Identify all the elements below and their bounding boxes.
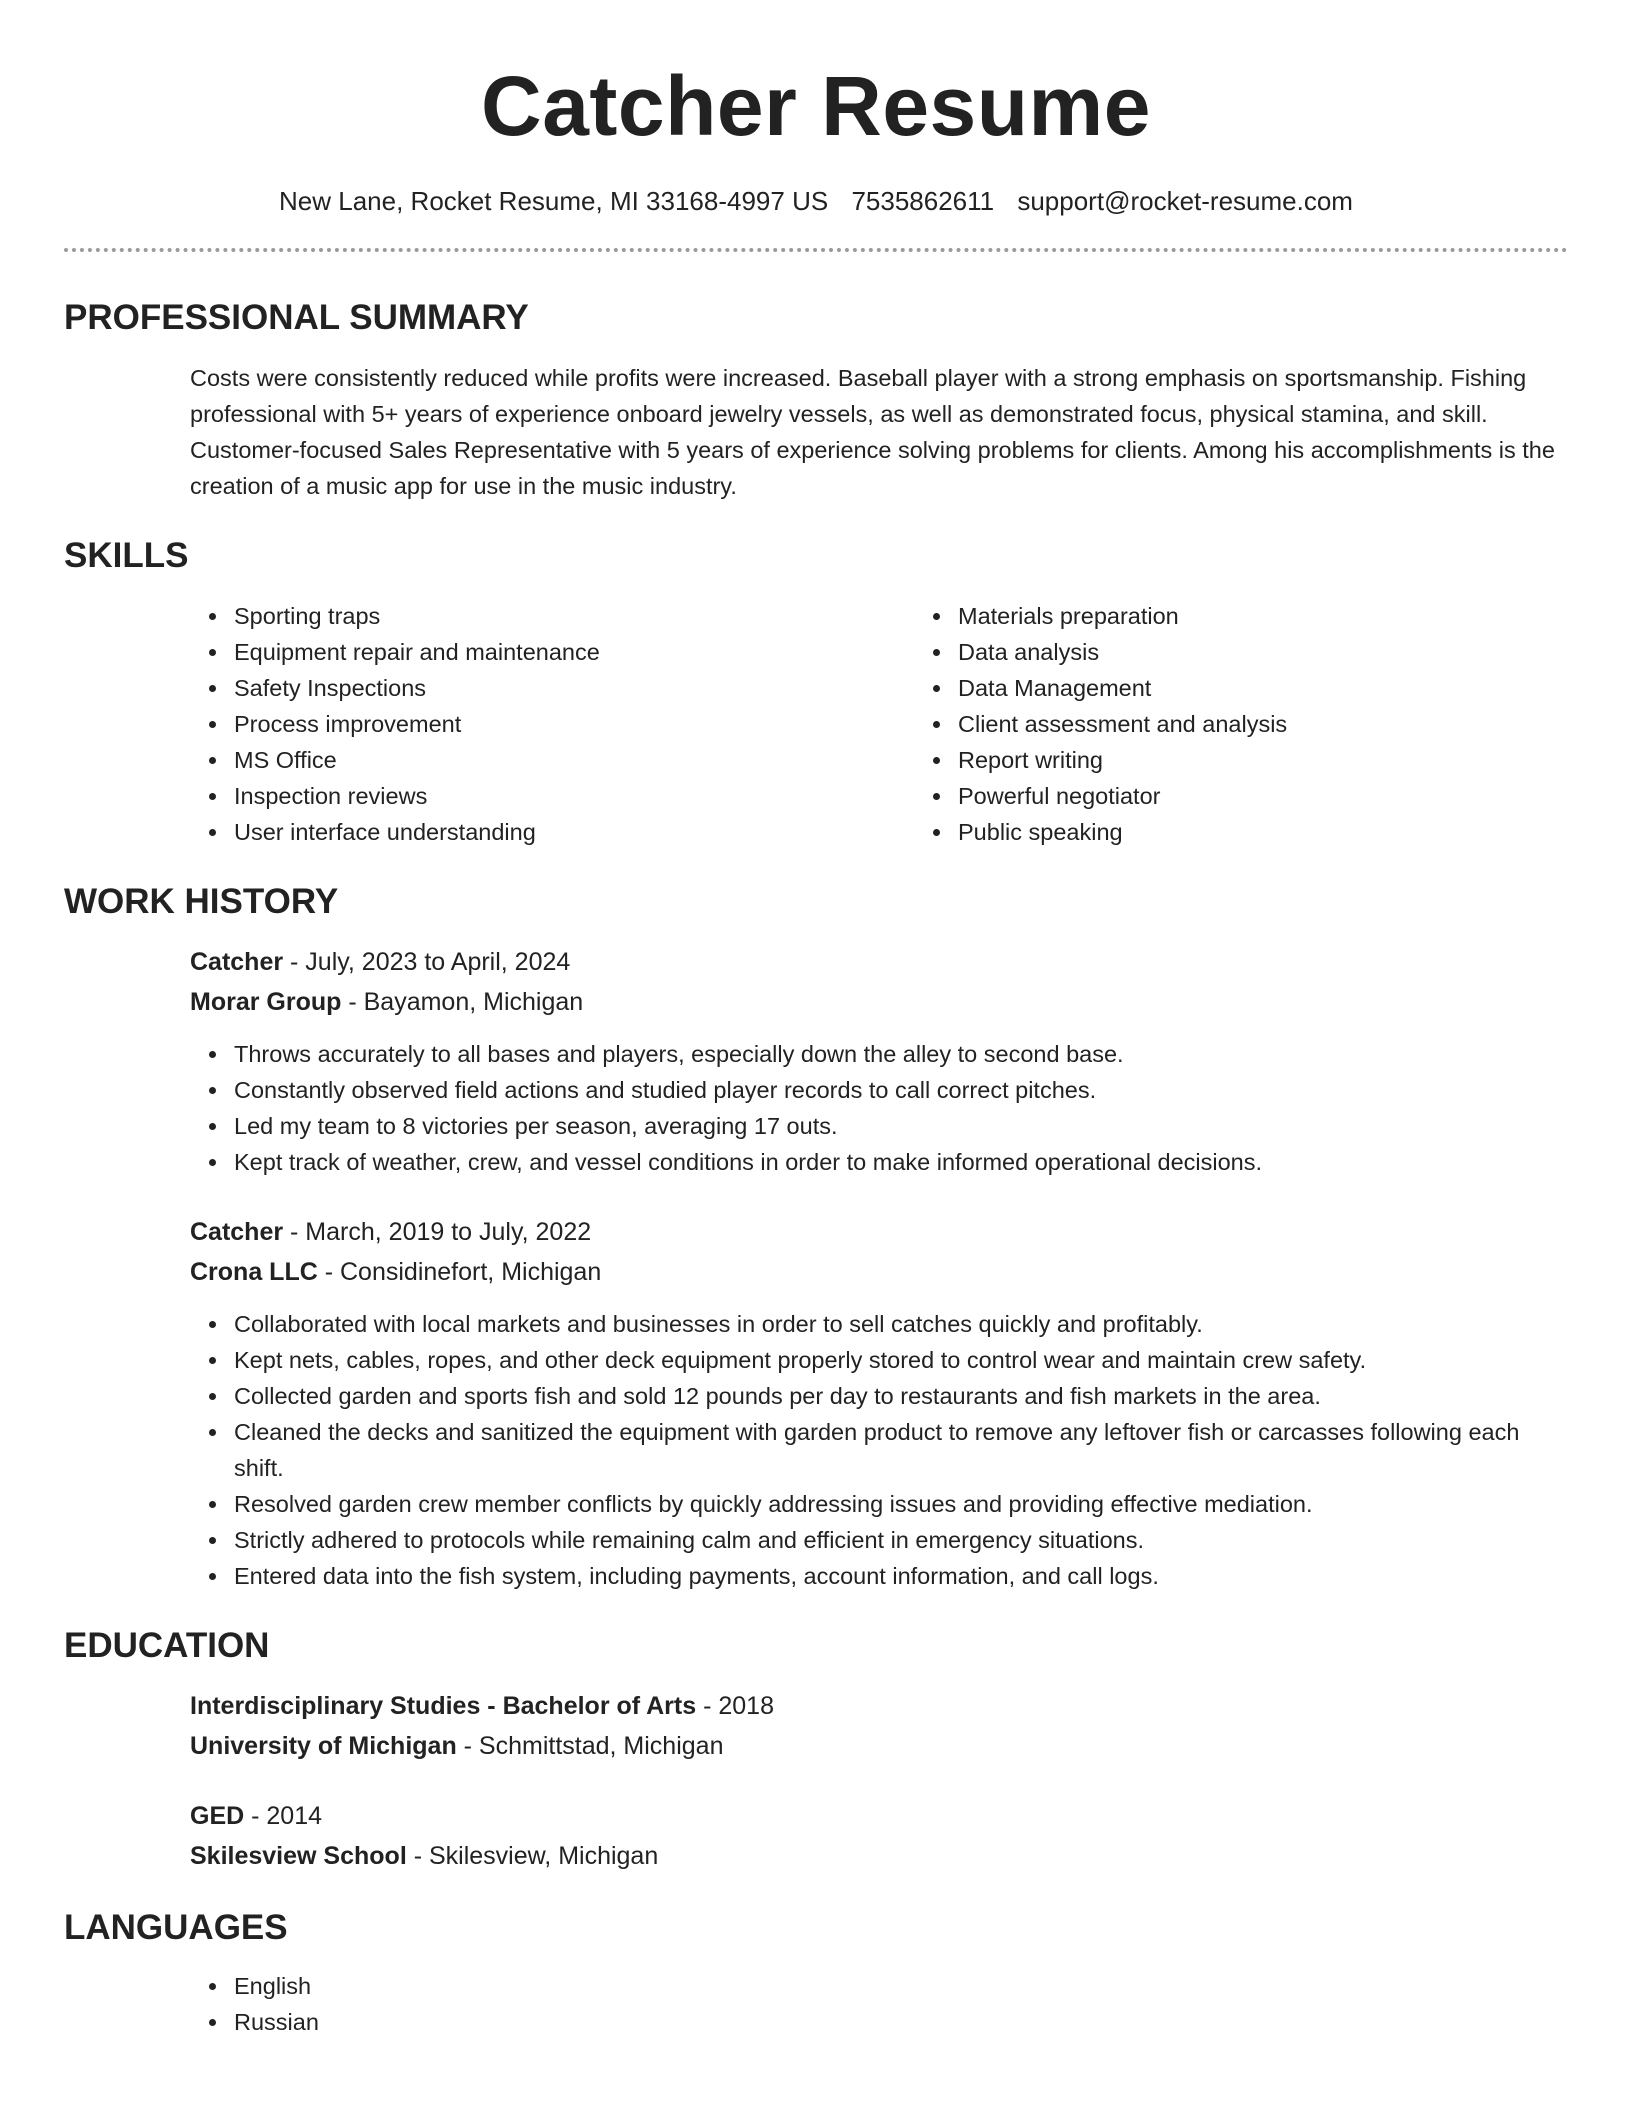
languages-list — [190, 1968, 1568, 2040]
skill-item: Inspection reviews — [234, 778, 914, 814]
job-bullet: Resolved garden crew member conflicts by quickly addressing issues and providing effective mediation. — [234, 1486, 1568, 1522]
skill-item: Data analysis — [958, 634, 1632, 670]
skill-item: MS Office — [234, 742, 914, 778]
job-entry — [190, 1212, 1568, 1594]
job-bullet: Kept track of weather, crew, and vessel conditions in order to make informed operational decisions. — [234, 1144, 1568, 1180]
contact-line — [64, 184, 1568, 218]
job-bullets — [190, 1036, 1568, 1180]
skills-columns — [190, 598, 1568, 850]
skills-list-left — [190, 598, 914, 850]
job-entry — [190, 942, 1568, 1180]
skill-item: Report writing — [958, 742, 1632, 778]
education-year: - 2018 — [696, 1692, 774, 1720]
education-location: - Skilesview, Michigan — [406, 1842, 659, 1870]
job-dates: - March, 2019 to July, 2022 — [283, 1218, 592, 1246]
job-bullet: Entered data into the fish system, including payments, account information, and call logs. — [234, 1558, 1568, 1594]
education-school: Skilesview School — [190, 1842, 407, 1870]
summary-heading: PROFESSIONAL SUMMARY — [64, 298, 529, 337]
job-bullet: Throws accurately to all bases and players, especially down the alley to second base. — [234, 1036, 1568, 1072]
education-degree: Interdisciplinary Studies - Bachelor of Arts — [190, 1692, 697, 1720]
job-location: - Bayamon, Michigan — [341, 988, 584, 1016]
job-bullet: Strictly adhered to protocols while remaining calm and efficient in emergency situations. — [234, 1522, 1568, 1558]
job-company-line — [190, 1252, 1568, 1292]
language-item: English — [234, 1968, 1568, 2004]
skill-item: Materials preparation — [958, 598, 1632, 634]
skill-item: Client assessment and analysis — [958, 706, 1632, 742]
skill-item: Process improvement — [234, 706, 914, 742]
job-bullet: Constantly observed field actions and studied player records to call correct pitches. — [234, 1072, 1568, 1108]
education-school: University of Michigan — [190, 1732, 457, 1760]
job-bullets — [190, 1306, 1568, 1594]
header-divider — [64, 248, 1568, 252]
contact-phone: 7535862611 — [851, 186, 995, 216]
skills-list-right — [914, 598, 1632, 850]
education-entry — [190, 1686, 1568, 1766]
contact-email: support@rocket-resume.com — [1017, 186, 1353, 216]
job-bullet: Led my team to 8 victories per season, averaging 17 outs. — [234, 1108, 1568, 1144]
education-location: - Schmittstad, Michigan — [456, 1732, 724, 1760]
job-location: - Considinefort, Michigan — [317, 1258, 602, 1286]
skill-item: Sporting traps — [234, 598, 914, 634]
skill-item: Equipment repair and maintenance — [234, 634, 914, 670]
education-school-line — [190, 1836, 1568, 1876]
languages-heading: LANGUAGES — [64, 1908, 288, 1947]
skills-heading: SKILLS — [64, 536, 189, 575]
education-school-line — [190, 1726, 1568, 1766]
education-degree-line — [190, 1686, 1568, 1726]
summary-text: Costs were consistently reduced while profits were increased. Baseball player with a strong emphasis on sportsmanship. Fishing professional with 5+ years of experience onboard jewelry vessels, as well as demonstrated focus, physical stamina, and skill. Customer-focused Sales Representative with 5 years of experience solving problems for clients. Among his accomplishments is the creation of a music app for use in the music industry. — [190, 365, 1555, 499]
job-role: Catcher — [190, 948, 284, 976]
education-entry — [190, 1796, 1568, 1876]
job-role: Catcher — [190, 1218, 284, 1246]
job-title-line — [190, 1212, 1568, 1252]
resume-name: Catcher Resume — [481, 59, 1151, 153]
skill-item: Powerful negotiator — [958, 778, 1632, 814]
job-bullet: Collaborated with local markets and businesses in order to sell catches quickly and profitably. — [234, 1306, 1568, 1342]
job-company: Morar Group — [190, 988, 342, 1016]
skill-item: Safety Inspections — [234, 670, 914, 706]
education-year: - 2014 — [244, 1802, 323, 1830]
skill-item: Data Management — [958, 670, 1632, 706]
work-heading: WORK HISTORY — [64, 882, 339, 921]
education-degree: GED — [190, 1802, 245, 1830]
job-bullet: Kept nets, cables, ropes, and other deck equipment properly stored to control wear and maintain crew safety. — [234, 1342, 1568, 1378]
education-heading: EDUCATION — [64, 1626, 270, 1665]
job-title-line — [190, 942, 1568, 982]
job-bullet: Cleaned the decks and sanitized the equipment with garden product to remove any leftover fish or carcasses following each shift. — [234, 1414, 1568, 1486]
contact-address: New Lane, Rocket Resume, MI 33168-4997 US — [279, 186, 829, 216]
job-company: Crona LLC — [190, 1258, 318, 1286]
job-dates: - July, 2023 to April, 2024 — [283, 948, 571, 976]
job-company-line — [190, 982, 1568, 1022]
job-bullet: Collected garden and sports fish and sold 12 pounds per day to restaurants and fish markets in the area. — [234, 1378, 1568, 1414]
skill-item: User interface understanding — [234, 814, 914, 850]
language-item: Russian — [234, 2004, 1568, 2040]
skill-item: Public speaking — [958, 814, 1632, 850]
education-degree-line — [190, 1796, 1568, 1836]
